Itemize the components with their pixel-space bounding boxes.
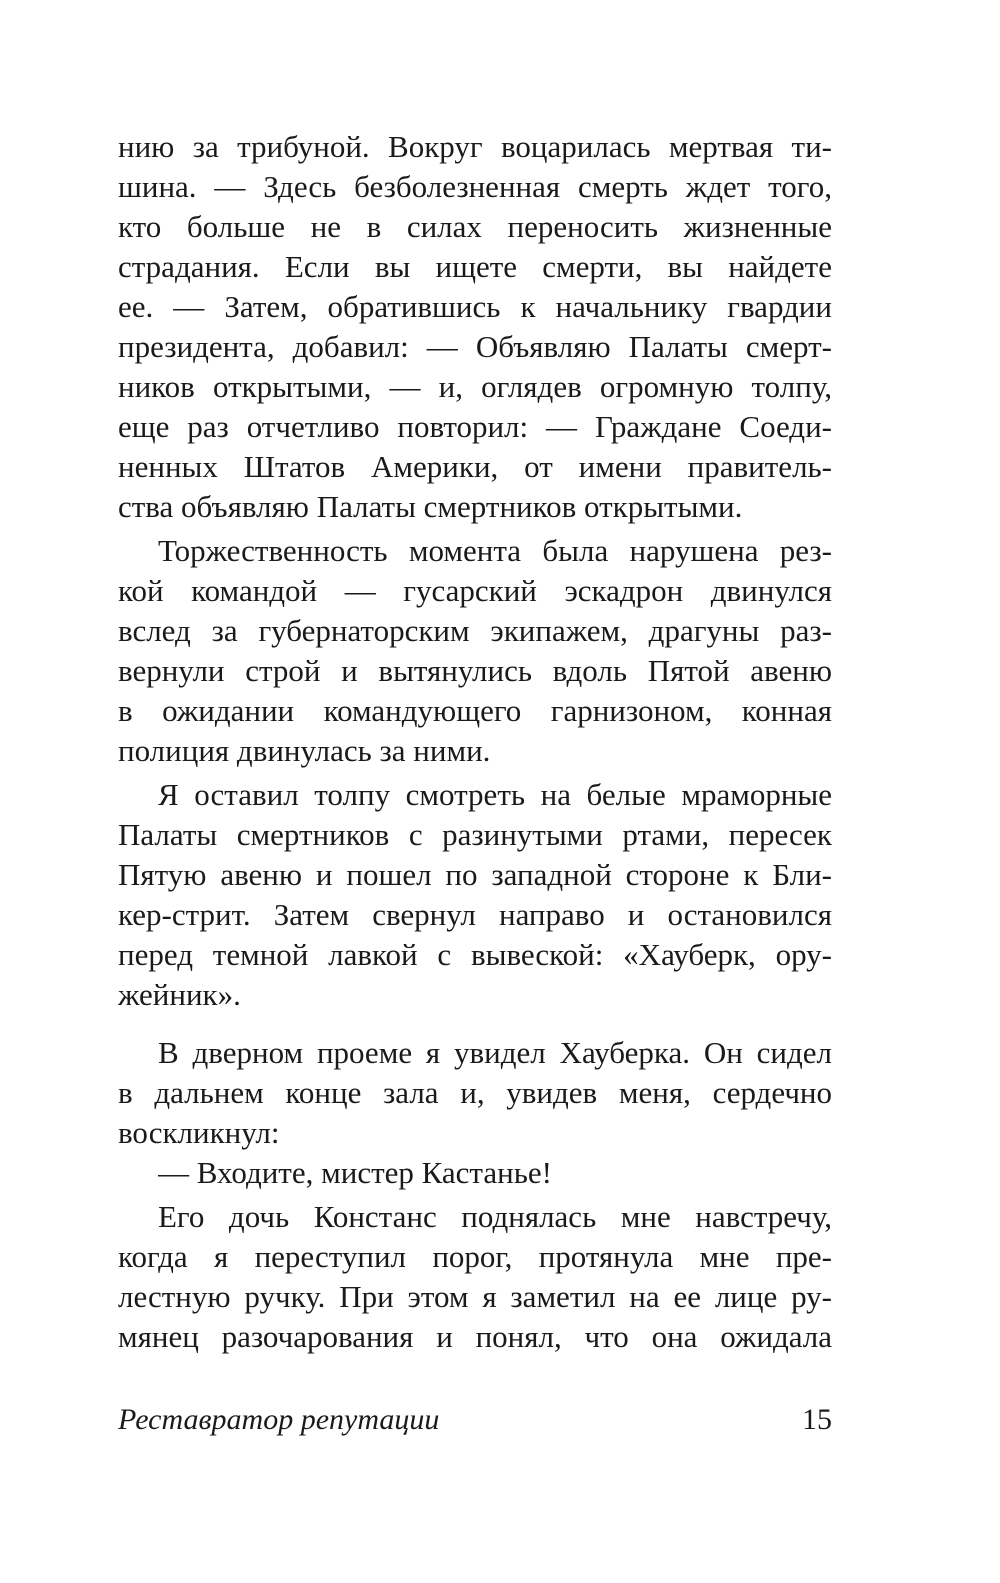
text-line: в дальнем конце зала и, увидев меня, сердечно (118, 1075, 832, 1110)
text-line: кер-стрит. Затем свернул направо и остановился (118, 897, 832, 932)
page-footer (118, 1400, 832, 1440)
text-line: кто больше не в силах переносить жизненные (118, 209, 832, 244)
text-line: лестную ручку. При этом я заметил на ее лице ру- (118, 1279, 832, 1314)
page-number: 15 (802, 1403, 832, 1436)
text-line: шина. — Здесь безболезненная смерть ждет того, (118, 169, 832, 204)
text-line: ников открытыми, — и, оглядев огромную толпу, (118, 369, 832, 404)
text-line: ства объявляю Палаты смертников открытыми. (118, 489, 743, 524)
text-line: кой командой — гусарский эскадрон двинулся (118, 573, 832, 608)
text-line: Его дочь Констанс поднялась мне навстречу, (158, 1199, 832, 1234)
text-line: ее. — Затем, обратившись к начальнику гвардии (118, 289, 832, 324)
text-line: — Входите, мистер Кастанье! (158, 1155, 552, 1190)
text-line: перед темной лавкой с вывеской: «Хауберк, ору- (118, 937, 832, 972)
text-line: нию за трибуной. Вокруг воцарилась мертвая ти- (118, 129, 832, 164)
text-line: Палаты смертников с разинутыми ртами, пересек (118, 817, 832, 852)
text-line: полиция двинулась за ними. (118, 733, 491, 768)
text-line: страдания. Если вы ищете смерти, вы найдете (118, 249, 832, 284)
text-line: жейник». (118, 977, 241, 1012)
running-title: Реставратор репутации (118, 1403, 440, 1436)
text-line: вернули строй и вытянулись вдоль Пятой авеню (118, 653, 832, 688)
text-line: когда я переступил порог, протянула мне пре- (118, 1239, 832, 1274)
text-line: В дверном проеме я увидел Хауберка. Он сидел (158, 1035, 832, 1070)
text-line: мянец разочарования и понял, что она ожидала (118, 1319, 832, 1354)
text-line: президента, добавил: — Объявляю Палаты смерт- (118, 329, 832, 364)
text-line: Пятую авеню и пошел по западной стороне к Бли- (118, 857, 832, 892)
text-line: воскликнул: (118, 1115, 280, 1150)
text-line: в ожидании командующего гарнизоном, конная (118, 693, 832, 728)
text-line: Торжественность момента была нарушена рез- (158, 533, 832, 568)
text-line: ненных Штатов Америки, от имени правитель- (118, 449, 832, 484)
text-line: Я оставил толпу смотреть на белые мраморные (158, 777, 832, 812)
text-line: вслед за губернаторским экипажем, драгуны раз- (118, 613, 832, 648)
text-line: еще раз отчетливо повторил: — Граждане Соеди- (118, 409, 832, 444)
